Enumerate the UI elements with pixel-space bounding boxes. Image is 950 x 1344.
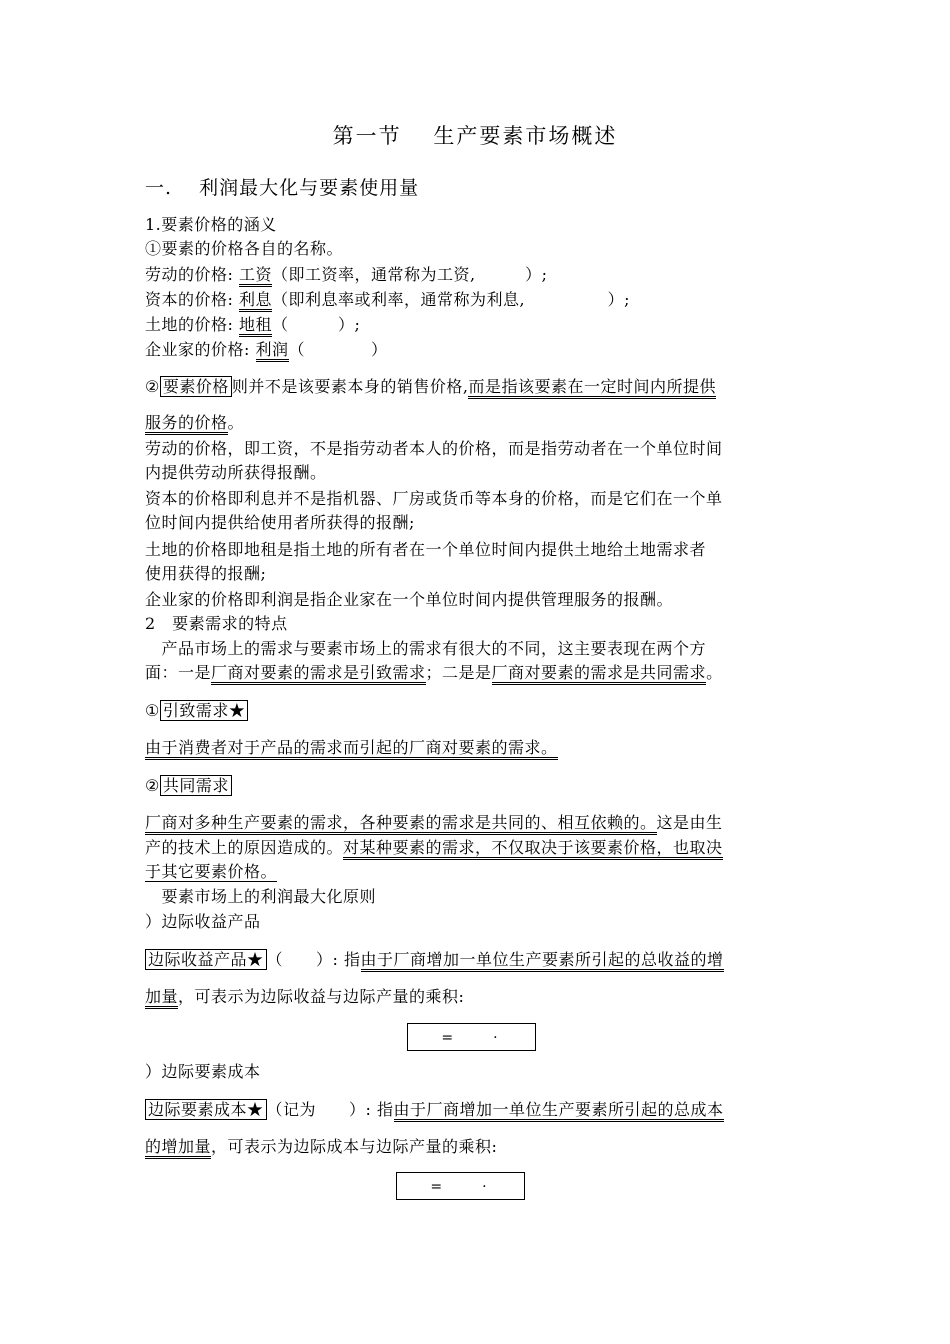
line-land-price: [145, 314, 360, 336]
subpoint-mrp: ）边际收益产品: [145, 912, 261, 931]
text: ，可表示为边际收益与边际产量的乘积:: [178, 987, 465, 1006]
point-factor-price-meaning-line2: [145, 412, 244, 434]
text: 。: [706, 663, 723, 682]
note: （即工资率，通常称为工资, ）;: [272, 265, 548, 284]
def-mrp-line1: [145, 949, 724, 971]
def-mfc-line1: [145, 1099, 724, 1121]
label: 企业家的价格:: [145, 340, 250, 359]
term-factor-price-box: 要素价格: [160, 376, 232, 397]
text: （记为 ）:: [266, 1100, 372, 1119]
line-labor-price: [145, 264, 548, 286]
heading-profit-maximization: 一. 利润最大化与要素使用量: [145, 177, 420, 199]
text: 产的技术上的原因造成的。: [145, 838, 344, 857]
term-mfc-box: 边际要素成本★: [145, 1099, 267, 1120]
text: 面：一是: [145, 663, 212, 682]
text: ；二是是: [425, 663, 492, 682]
label: 资本的价格:: [145, 290, 234, 309]
text: 。: [227, 413, 245, 432]
term-derived-demand-box: 引致需求★: [160, 700, 249, 721]
para-land-line2: 使用获得的报酬;: [145, 564, 267, 583]
para-land-line1: 土地的价格即地租是指土地的所有者在一个单位时间内提供土地给土地需求者: [145, 540, 707, 559]
section-title: 第一节 生产要素市场概述: [332, 124, 618, 148]
label: 土地的价格:: [145, 315, 234, 334]
note: （即利息率或利率，通常称为利息, ）;: [272, 290, 630, 309]
note: （ ）: [288, 340, 388, 359]
underlined-text: 的增加量: [145, 1137, 211, 1159]
text: 这是由生: [656, 813, 723, 832]
para-capital-line1: 资本的价格即利息并不是指机器、厂房或货币等本身的价格，而是它们在一个单: [145, 489, 723, 508]
text: 指: [377, 1100, 394, 1119]
underlined-text: 于其它要素价格。: [145, 862, 278, 881]
term-mrp-box: 边际收益产品★: [145, 949, 267, 970]
point-joint-demand: [145, 775, 232, 797]
underlined-joint: 厂商对要素的需求是共同需求: [492, 663, 707, 685]
para-labor-line2: 内提供劳动所获得报酬。: [145, 463, 327, 482]
subpoint-mfc: ）边际要素成本: [145, 1062, 261, 1081]
underlined-text: 服务的价格: [145, 413, 228, 435]
def-joint-demand-line3: [145, 861, 277, 883]
def-mrp-line2: [145, 986, 464, 1008]
underlined-text: 由于厂商增加一单位生产要素所引起的总成本: [394, 1100, 724, 1122]
def-derived-demand: [145, 737, 558, 759]
term-joint-demand-box: 共同需求: [160, 775, 232, 796]
para-labor-line1: 劳动的价格，即工资，不是指劳动者本人的价格，而是指劳动者在一个单位时间: [145, 439, 723, 458]
para-demand-diff-line1: 产品市场上的需求与要素市场上的需求有很大的不同，这主要表现在两个方: [145, 639, 707, 658]
underlined-text: 而是指该要素在一定时间内所提供: [468, 377, 716, 399]
text: （ ）:: [266, 950, 339, 969]
underlined-text: 对某种要素的需求，不仅取决于该要素价格，也取决: [343, 838, 723, 860]
circle-number: ②: [145, 776, 160, 795]
circle-number: ①: [145, 701, 160, 720]
point-factor-price-meaning-line1: [145, 376, 716, 398]
term-profit: 利润: [256, 340, 289, 362]
point-derived-demand: [145, 700, 248, 722]
subsection-title-profit-rule: 要素市场上的利润最大化原则: [145, 887, 377, 906]
para-capital-line2: 位时间内提供给使用者所获得的报酬;: [145, 513, 415, 532]
line-entrepreneur-price: [145, 339, 388, 361]
para-entrepreneur: 企业家的价格即利润是指企业家在一个单位时间内提供管理服务的报酬。: [145, 590, 674, 609]
formula-mfc-box: = ·: [396, 1172, 525, 1200]
term-wage: 工资: [239, 265, 272, 287]
underlined-text: 厂商对多种生产要素的需求，各种要素的需求是共同的、相互依赖的。: [145, 813, 657, 835]
def-mfc-line2: [145, 1136, 497, 1158]
line-capital-price: [145, 289, 630, 311]
subsection-title-demand-features: 2 要素需求的特点: [145, 614, 288, 633]
term-interest: 利息: [239, 290, 272, 312]
text: ，可表示为边际成本与边际产量的乘积:: [211, 1137, 498, 1156]
circle-number: ②: [145, 377, 160, 396]
note: （ ）;: [272, 315, 361, 334]
underlined-text: 由于厂商增加一单位生产要素所引起的总收益的增: [361, 950, 724, 972]
point-factor-price-names: ①要素的价格各自的名称。: [145, 239, 344, 258]
def-joint-demand-line2: [145, 837, 723, 859]
def-joint-demand-line1: [145, 812, 723, 834]
formula-mrp-box: = ·: [407, 1023, 536, 1051]
para-demand-diff-line2: [145, 662, 723, 684]
label: 劳动的价格:: [145, 265, 234, 284]
term-rent: 地租: [239, 315, 272, 337]
underlined-text: 由于消费者对于产品的需求而引起的厂商对要素的需求。: [145, 738, 558, 760]
underlined-derived: 厂商对要素的需求是引致需求: [211, 663, 426, 685]
underlined-text: 加量: [145, 987, 178, 1009]
text: 则并不是该要素本身的销售价格,: [231, 377, 469, 396]
text: 指: [344, 950, 361, 969]
subsection-title-factor-price: 1.要素价格的涵义: [145, 215, 277, 234]
